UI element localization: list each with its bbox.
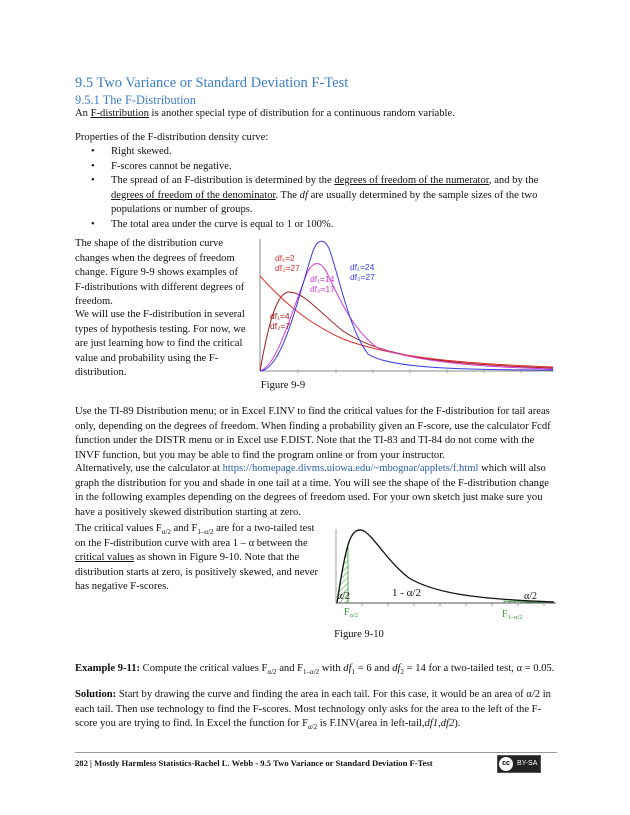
example-paragraph: Example 9-11: Compute the critical values $F_{\alpha/2}$ and $F_{1-\alpha/2}$ with $df_1 = 6$ and $df_2 = 14$ for a two-tailed test, α = 0.05. (75, 663, 555, 677)
section-heading: 9.5 Two Variance or Standard Deviation F-Test (75, 75, 349, 91)
left-critical-value-label: $F_{\alpha/2}$ (344, 607, 359, 619)
calculator-link[interactable]: https://homepage.divms.uiowa.edu/~mbognar/applets/f.html (222, 463, 479, 474)
figure-9-9-caption: Figure 9-9 (260, 380, 306, 391)
label-df2-7: df₂=7 (270, 321, 291, 331)
right-critical-value-label: $F_{1-\alpha/2}$ (502, 609, 523, 621)
shape-paragraph: The shape of the distribution curve changes when the degrees of freedom change. Figure 9-9 shows examples of F-distributions with different degrees of freedom. (75, 238, 245, 307)
figure-9-10-chart (334, 523, 558, 625)
label-df2-27-blue: df₂=27 (350, 272, 375, 282)
right-tail-area-label: α/2 (524, 591, 538, 602)
label-df1-2: df₁=2 (275, 253, 295, 263)
f-density-curve (337, 530, 554, 603)
footer-divider (75, 752, 557, 753)
figure-9-9-chart (258, 236, 556, 380)
label-df2-17: df₂=17 (310, 284, 335, 294)
subsection-heading: 9.5.1 The F-Distribution (75, 93, 196, 107)
f-distribution-term: F-distribution (90, 108, 149, 119)
cc-by-sa-badge[interactable] (497, 755, 541, 773)
intro-paragraph: An F-distribution is another special type of distribution for a continuous random variable. (75, 108, 455, 119)
label-df2-27: df₂=27 (275, 263, 300, 273)
list-item: • F-scores cannot be negative. (75, 160, 555, 175)
label-df1-14: df₁=14 (310, 274, 335, 284)
solution-paragraph: Solution: Start by drawing the curve and finding the area in each tail. For this case, it would be an area of α/2 in each tail. Then use technology to find the F-scores. Most technology only asks for the area to the left of the F-score you are trying to find. In Excel the function for $F_{\alpha/2}$ is F.INV(area in left-tail,df1,df2). (75, 689, 551, 732)
properties-list (75, 145, 555, 232)
page-footer: 282 | Mostly Harmless Statistics-Rachel L. Webb - 9.5 Two Variance or Standard Deviation F-Test (75, 758, 433, 768)
properties-title: Properties of the F-distribution density curve: (75, 132, 269, 143)
list-item: • The total area under the curve is equal to 1 or 100%. (75, 218, 555, 233)
list-item: • The spread of an F-distribution is determined by the degrees of freedom of the numerator, and by the degrees of freedom of the denominator. The df are usually determined by the sample sizes of the two populations or number of groups. (75, 174, 555, 218)
critical-values-paragraph: The critical values $F_{\alpha/2}$ and $F_{1-\alpha/2}$ are for a two-tailed test on the F-distribution curve with area 1 – α between the critical values as shown in Figure 9-10. Note that the distribution starts at zero, is positively skewed, and never has negative F-scores. (75, 523, 319, 592)
calculator-paragraph: Alternatively, use the calculator at https://homepage.divms.uiowa.edu/~mbognar/applets/f.html which will also graph the distribution for you and shade in one tail at a time. You will see the shape of the F-distribution change in the following examples depending on the degrees of freedom used. For your own sketch just make sure you have a positively skewed distribution starting at zero. (75, 463, 549, 518)
left-tail-area-label: α/2 (337, 591, 351, 602)
label-df1-24: df₁=24 (350, 262, 375, 272)
hypothesis-paragraph: We will use the F-distribution in several types of hypothesis testing. For now, we are just learning how to find the critical value and probability using the F-distribution. (75, 309, 246, 378)
figure-9-10-caption: Figure 9-10 (334, 629, 384, 640)
technology-paragraph: Use the TI-89 Distribution menu; or in Excel F.INV to find the critical values for the F-distribution for tail areas only, depending on the degrees of freedom. When finding a probability given an F-score, use the calculator Fcdf function under the DISTR menu or in Excel use F.DIST. Note that the TI-83 and TI-84 do not come with the INVF function, but you may be able to find the program online or from your instructor. (75, 406, 551, 461)
chart-background (259, 237, 556, 380)
license-label: BY-SA (517, 759, 538, 767)
cc-icon: cc (499, 757, 513, 771)
list-item: • Right skewed. (75, 145, 555, 160)
label-df1-4: df₁=4 (270, 311, 290, 321)
middle-area-label: 1 - α/2 (392, 587, 421, 599)
